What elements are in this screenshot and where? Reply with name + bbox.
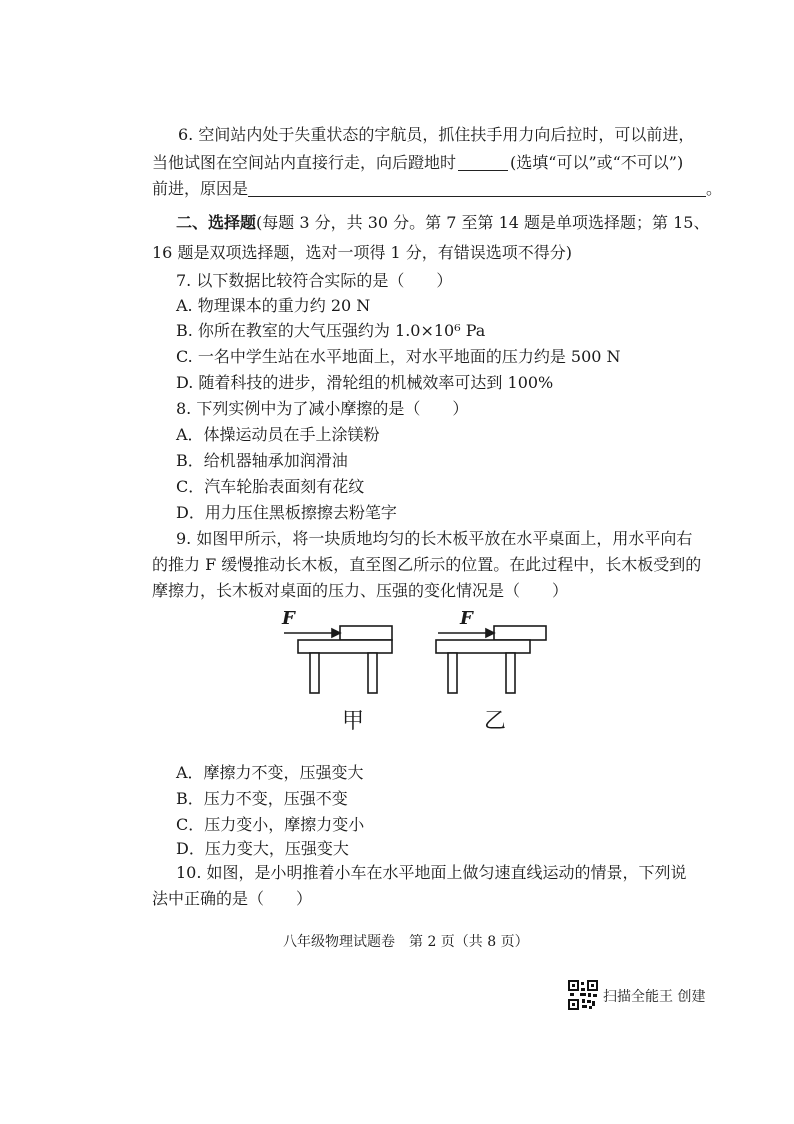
q8-option-d: D．用力压住黑板擦擦去粉笔字 — [176, 503, 397, 522]
section2-title: 二、选择题 — [176, 213, 257, 232]
q9-option-a: A．摩擦力不变，压强变大 — [176, 763, 364, 782]
q6-line3 — [152, 178, 722, 200]
q9-option-b: B．压力不变，压强不变 — [176, 789, 348, 808]
figure-yi-tabletop — [436, 640, 530, 653]
q8-option-b: B．给机器轴承加润滑油 — [176, 451, 348, 470]
section2-desc1: (每题 3 分，共 30 分。第 7 至第 14 题是单项选择题；第 15、 — [256, 213, 710, 232]
q7-option-a: A. 物理课本的重力约 20 N — [176, 296, 371, 315]
q8-option-c: C．汽车轮胎表面刻有花纹 — [176, 477, 365, 496]
q9-option-c: C．压力变小，摩擦力变小 — [176, 815, 365, 834]
q8-option-a: A．体操运动员在手上涂镁粉 — [176, 425, 380, 444]
q9-option-d: D．压力变大，压强变大 — [176, 839, 349, 858]
figure-jia — [284, 626, 392, 693]
figure-yi-board — [494, 626, 546, 640]
q6-line2-hint: (选填“可以”或“不可以”) — [510, 153, 684, 172]
q7-option-d: D. 随着科技的进步，滑轮组的机械效率可达到 100% — [176, 373, 554, 392]
figure-yi-leg-left — [448, 653, 457, 693]
q6-line2-text: 当他试图在空间站内直接行走，向后蹬地时 — [152, 153, 457, 172]
figure-label-yi: 乙 — [484, 709, 507, 734]
q7-option-b: B. 你所在教室的大气压强约为 1.0×10⁶ Pa — [176, 321, 486, 340]
q6-line3-end: 。 — [706, 179, 723, 198]
figure-jia-leg-right — [368, 653, 377, 693]
q6-line2 — [152, 152, 683, 174]
figure-yi-leg-right — [506, 653, 515, 693]
figure-yi — [436, 626, 546, 693]
figure-jia-arrowhead — [332, 629, 340, 637]
q8-stem: 8. 下列实例中为了减小摩擦的是（ ） — [176, 399, 469, 418]
q9-figure — [270, 606, 570, 702]
figure-jia-board — [340, 626, 392, 640]
section2-desc2: 16 题是双项选择题，选对一项得 1 分，有错误选项不得分) — [152, 243, 573, 262]
q6-line3-text: 前进，原因是 — [152, 179, 249, 198]
figure-yi-force-label: F — [460, 608, 473, 629]
q7-stem: 7. 以下数据比较符合实际的是（ ） — [176, 271, 453, 290]
page-footer: 八年级物理试题卷 第 2 页（共 8 页） — [283, 934, 529, 950]
q6-answer-blank-2[interactable] — [248, 180, 706, 197]
q6-answer-blank-1[interactable] — [458, 154, 508, 171]
q6-line1: 6. 空间站内处于失重状态的宇航员，抓住扶手用力向后拉时，可以前进， — [178, 125, 695, 144]
figure-jia-tabletop — [298, 640, 392, 653]
figure-jia-leg-left — [310, 653, 319, 693]
figure-label-jia: 甲 — [342, 709, 365, 734]
qr-code-icon — [568, 980, 598, 1010]
q10-line2: 法中正确的是（ ） — [152, 889, 313, 908]
q9-line3: 摩擦力，长木板对桌面的压力、压强的变化情况是（ ） — [152, 581, 569, 600]
figure-yi-arrowhead — [486, 629, 494, 637]
q9-line1: 9. 如图甲所示，将一块质地均匀的长木板平放在水平桌面上，用水平向右 — [176, 529, 693, 548]
figure-jia-force-label: F — [282, 608, 295, 629]
scanner-watermark: 扫描全能王 创建 — [603, 989, 706, 1005]
q10-line1: 10. 如图，是小明推着小车在水平地面上做匀速直线运动的情景，下列说 — [176, 863, 687, 882]
q7-option-c: C. 一名中学生站在水平地面上，对水平地面的压力约是 500 N — [176, 347, 621, 366]
q9-line2: 的推力 F 缓慢推动长木板，直至图乙所示的位置。在此过程中，长木板受到的 — [152, 555, 702, 574]
section2-heading — [176, 212, 709, 234]
